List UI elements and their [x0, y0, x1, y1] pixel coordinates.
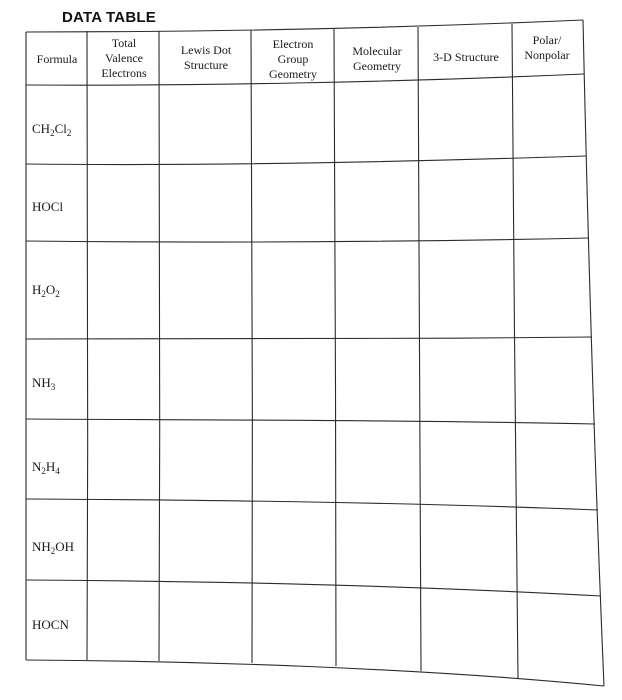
formula-h2o2: $H_2O_2$ [32, 282, 60, 299]
formula-nh3: $NH_3$ [32, 375, 56, 392]
header-electron-group-geometry: Electron Group Geometry [269, 37, 317, 81]
grid-row-line-7 [26, 580, 601, 596]
formula-n2h4: $N_2H_4$ [32, 459, 60, 476]
grid-column-line-2 [159, 31, 160, 661]
formula-hocn: HOCN [32, 617, 69, 632]
grid-row-line-0 [26, 20, 583, 32]
header-total-valence-electrons: Total Valence Electrons [101, 36, 147, 80]
header-lewis-dot-structure: Lewis Dot Structure [180, 43, 232, 72]
grid-row-line-4 [26, 337, 592, 339]
grid-row-line-6 [26, 499, 598, 510]
header-polarity: Polar/ Nonpolar [524, 33, 570, 62]
grid-column-line-4 [334, 29, 336, 666]
grid-row-line-3 [26, 238, 589, 242]
header-3d-structure: 3-D Structure [433, 50, 499, 64]
grid-column-line-5 [418, 27, 421, 671]
grid-row-line-5 [26, 419, 595, 424]
formula-nh2oh: $NH_2OH$ [32, 539, 75, 556]
header-molecular-geometry: Molecular Geometry [352, 44, 402, 73]
header-formula: Formula [36, 52, 78, 66]
grid-column-line-3 [251, 30, 252, 663]
formula-hocl: HOCl [32, 199, 64, 214]
page-title: DATA TABLE [62, 9, 156, 26]
grid-column-line-1 [87, 31, 88, 660]
grid-row-line-2 [26, 156, 586, 165]
formula-ch2cl2: $CH_2Cl_2$ [32, 121, 72, 138]
grid-column-line-6 [512, 24, 518, 679]
grid-column-line-7 [583, 20, 604, 686]
